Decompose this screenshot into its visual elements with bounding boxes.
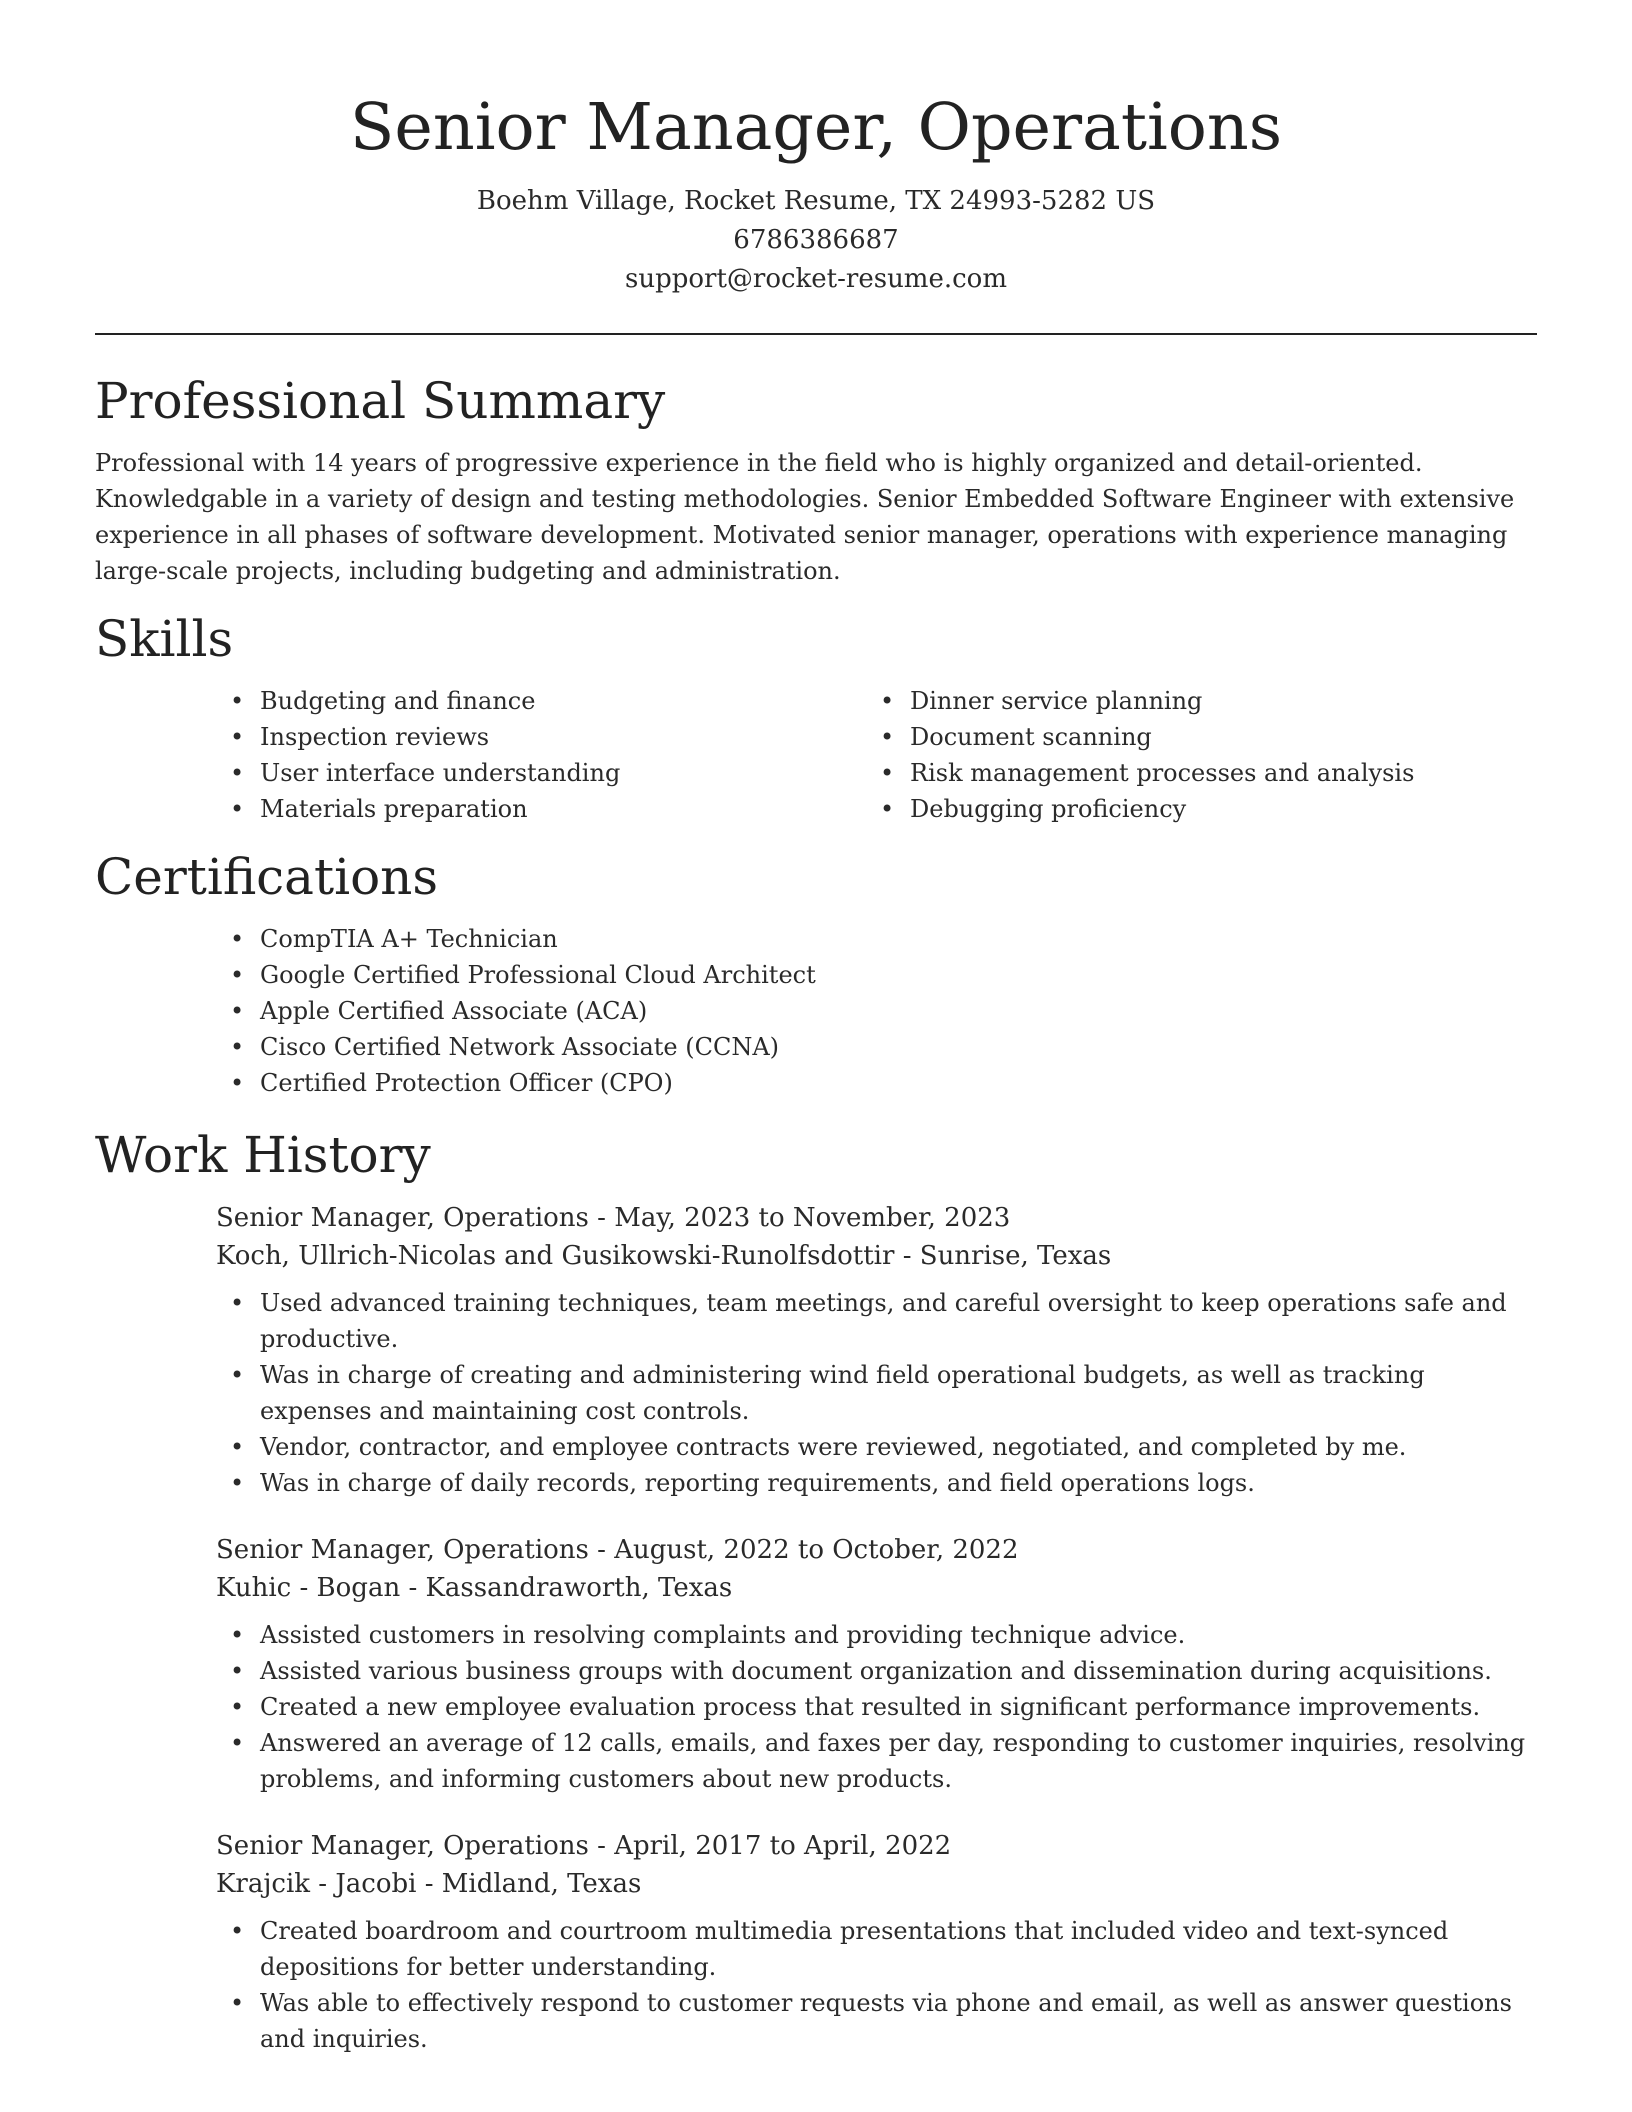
skill-item: • Risk management processes and analysis [866,755,1516,791]
phone-text: 6786386687 [733,225,899,255]
job-bullets [216,1617,1537,1797]
job-bullet: • Created boardroom and courtroom multimedia presentations that included video and text-synced depositions for better understanding. [216,1913,1537,1985]
certification-item: • Apple Certified Associate (ACA) [216,993,1537,1029]
certification-item: • Certified Protection Officer (CPO) [216,1065,1537,1101]
summary-section [95,371,1537,589]
job-company-line [216,1865,1537,1903]
job-bullet: • Vendor, contractor, and employee contracts were reviewed, negotiated, and completed by me. [216,1429,1537,1465]
job-title-line [216,1199,1537,1237]
resume-title: Senior Manager, Operations [349,90,1283,165]
job-bullet: • Answered an average of 12 calls, emails, and faxes per day, responding to customer inquiries, resolving problems, and informing customers about new products. [216,1725,1537,1797]
job-company: Koch, Ullrich-Nicolas and Gusikowski-Runolfsdottir [216,1241,895,1271]
job-title-line [216,1531,1537,1569]
job-company: Kuhic - Bogan [216,1573,401,1603]
certification-item: • Google Certified Professional Cloud Architect [216,957,1537,993]
job-bullet: • Was in charge of creating and administering wind field operational budgets, as well as tracking expenses and maintaining cost controls. [216,1357,1537,1429]
certifications-list [216,921,1537,1101]
job-location: - Midland, Texas [424,1869,642,1899]
job-dates: - May, 2023 to November, 2023 [597,1203,1011,1233]
skills-section [95,609,1537,827]
certification-item: • CompTIA A+ Technician [216,921,1537,957]
summary-text: Professional with 14 years of progressive experience in the field who is highly organized and detail-oriented. Knowledgable in a variety of design and testing methodologies. Senior Embedded Software Engineer with extensive experience in all phases of software development. Motivated senior manager, operations with experience managing large-scale projects, including budgeting and administration. [95,449,1515,585]
job-bullet: • Assisted customers in resolving complaints and providing technique advice. [216,1617,1537,1653]
job-company-line [216,1237,1537,1275]
certifications-heading: Certifications [95,848,439,906]
work-history-heading: Work History [95,1126,431,1184]
certifications-section [95,847,1537,1101]
address-text: Boehm Village, Rocket Resume, TX 24993-5282 US [476,186,1156,216]
email-text: support@rocket-resume.com [624,264,1007,294]
resume-page [95,0,1537,2057]
job-title: Senior Manager, Operations [216,1535,589,1565]
job-entry [216,1827,1537,2057]
job-company: Krajcik - Jacobi [216,1869,417,1899]
job-bullets [216,1285,1537,1501]
skill-item: • Document scanning [866,719,1516,755]
job-location: - Sunrise, Texas [902,1241,1112,1271]
job-dates: - April, 2017 to April, 2022 [597,1831,952,1861]
job-bullet: • Was in charge of daily records, reporting requirements, and field operations logs. [216,1465,1537,1501]
summary-heading: Professional Summary [95,372,666,430]
skills-heading: Skills [95,610,234,668]
skills-list-left [216,683,866,827]
job-title: Senior Manager, Operations [216,1203,589,1233]
job-bullet: • Assisted various business groups with document organization and dissemination during acquisitions. [216,1653,1537,1689]
skill-item: • Inspection reviews [216,719,866,755]
job-bullet: • Was able to effectively respond to customer requests via phone and email, as well as answer questions and inquiries. [216,1985,1537,2057]
job-bullets [216,1913,1537,2057]
job-title: Senior Manager, Operations [216,1831,589,1861]
skill-item: • Dinner service planning [866,683,1516,719]
skill-item: • Materials preparation [216,791,866,827]
job-title-line [216,1827,1537,1865]
job-bullet: • Used advanced training techniques, team meetings, and careful oversight to keep operations safe and productive. [216,1285,1537,1357]
job-dates: - August, 2022 to October, 2022 [597,1535,1019,1565]
skills-list-right [866,683,1516,827]
work-history-section [95,1125,1537,2057]
contact-block [95,182,1537,299]
certification-item: • Cisco Certified Network Associate (CCNA) [216,1029,1537,1065]
skill-item: • User interface understanding [216,755,866,791]
skills-columns [216,683,1537,827]
skill-item: • Debugging proficiency [866,791,1516,827]
job-bullet: • Created a new employee evaluation process that resulted in significant performance improvements. [216,1689,1537,1725]
job-entry [216,1199,1537,1501]
header-divider [95,333,1537,335]
job-location: - Kassandraworth, Texas [408,1573,733,1603]
job-company-line [216,1569,1537,1607]
job-entry [216,1531,1537,1797]
skill-item: • Budgeting and finance [216,683,866,719]
